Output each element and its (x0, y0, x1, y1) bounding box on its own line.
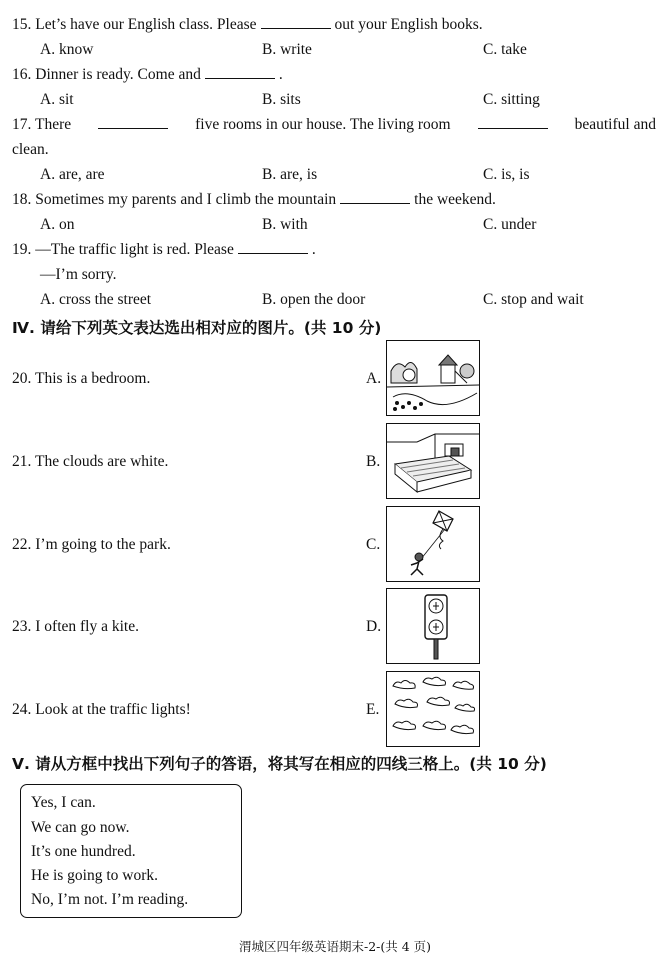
question-18-option-a: A. on (40, 216, 75, 233)
question-16-option-c: C. sitting (483, 91, 540, 108)
answer-blank[interactable] (205, 66, 275, 79)
answer-blank[interactable] (261, 16, 331, 29)
picture-b (386, 423, 480, 499)
question-19-reply: —I’m sorry. (40, 266, 117, 283)
question-19-option-a: A. cross the street (40, 291, 152, 308)
question-17-option-c: C. is, is (483, 166, 530, 183)
answer-choice: We can go now. (31, 819, 130, 836)
picture-letter-b: B. (366, 453, 381, 470)
question-16-option-a: A. sit (40, 91, 74, 108)
question-15-stem: 15. Let’s have our English class. Please out your English books. (12, 16, 483, 33)
question-15-option-c: C. take (483, 41, 527, 58)
question-16-option-b: B. sits (262, 91, 301, 108)
question-18-option-b: B. with (262, 216, 308, 233)
question-18-option-c: C. under (483, 216, 537, 233)
bedroom-icon (387, 424, 479, 498)
answer-choice: Yes, I can. (31, 794, 96, 811)
answer-blank[interactable] (238, 241, 308, 254)
answer-blank[interactable] (340, 191, 410, 204)
kite-icon (387, 507, 479, 581)
item-22-text: 22. I’m going to the park. (12, 536, 171, 553)
answer-choices-box (20, 784, 242, 918)
answer-choice: It’s one hundred. (31, 843, 136, 860)
picture-letter-e: E. (366, 701, 380, 718)
picture-d (386, 588, 480, 664)
section-5-title: Ⅴ. 请从方框中找出下列句子的答语，将其写在相应的四线三格上。(共 10 分) (12, 755, 547, 773)
question-17-option-b: B. are, is (262, 166, 318, 183)
question-19-option-c: C. stop and wait (483, 291, 584, 308)
section-4-title: Ⅳ. 请给下列英文表达选出相对应的图片。(共 10 分) (12, 319, 382, 337)
answer-blank[interactable] (478, 116, 548, 129)
question-17-stem: 17. There five rooms in our house. The living room beautiful and (12, 116, 656, 133)
park-icon (387, 341, 479, 415)
answer-choice: He is going to work. (31, 867, 159, 884)
question-19-stem: 19. —The traffic light is red. Please . (12, 241, 316, 258)
picture-e (386, 671, 480, 747)
question-15-option-b: B. write (262, 41, 312, 58)
picture-letter-a: A. (366, 370, 382, 387)
traffic-light-icon (387, 589, 479, 663)
answer-blank[interactable] (98, 116, 168, 129)
picture-letter-d: D. (366, 618, 382, 635)
item-21-text: 21. The clouds are white. (12, 453, 169, 470)
question-16-stem: 16. Dinner is ready. Come and . (12, 66, 283, 83)
answer-choice: No, I’m not. I’m reading. (31, 891, 189, 908)
picture-c (386, 506, 480, 582)
item-23-text: 23. I often fly a kite. (12, 618, 139, 635)
question-19-option-b: B. open the door (262, 291, 366, 308)
clouds-icon (387, 672, 479, 746)
picture-a (386, 340, 480, 416)
question-17-option-a: A. are, are (40, 166, 105, 183)
question-18-stem: 18. Sometimes my parents and I climb the mountain the weekend. (12, 191, 496, 208)
item-24-text: 24. Look at the traffic lights! (12, 701, 191, 718)
question-17-stem-continued: clean. (12, 141, 49, 158)
question-15-option-a: A. know (40, 41, 94, 58)
item-20-text: 20. This is a bedroom. (12, 370, 151, 387)
picture-letter-c: C. (366, 536, 381, 553)
page-footer: 渭城区四年级英语期末-2-(共 4 页) (238, 939, 432, 954)
